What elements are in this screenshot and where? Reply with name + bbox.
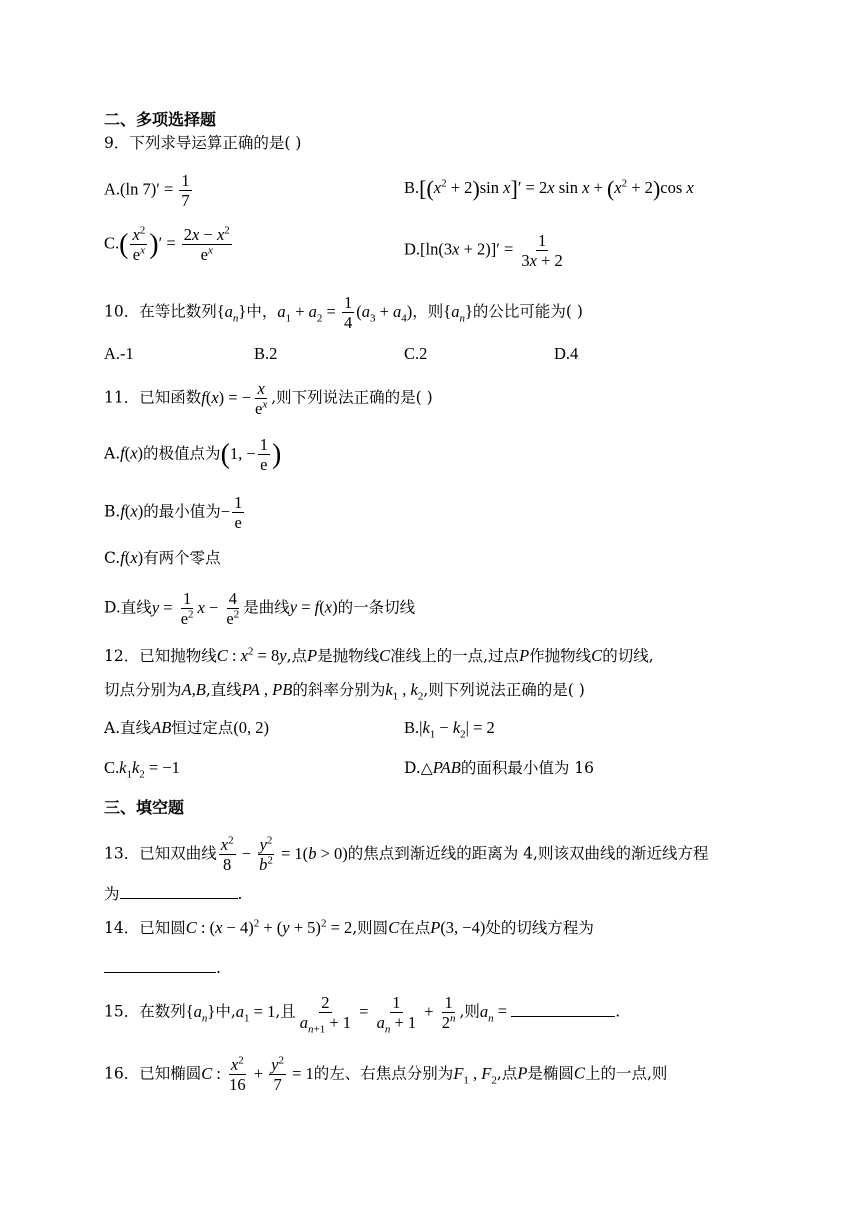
question-11-option-c: C.f(x)有两个零点 <box>104 548 221 567</box>
answer-blank-15[interactable] <box>511 1002 615 1017</box>
question-16-stem: 16．已知椭圆C : $\frac{x^2}{16}$ + $\frac{y^2}{7}$ = 1的左、右焦点分别为$F_1$ , $F_2$,点P是椭圆C上的一点,则 <box>104 1054 668 1095</box>
question-15-stem: 15．在数列$\{a_n\}$中$,a_1 = 1$,且 $\frac{2}{a_{n+1} + 1}$ = $\frac{1}{a_n + 1}$ + $\frac{1}{2^n}$ ,则$a_n$ = . <box>104 993 621 1036</box>
question-9-stem: 9．下列求导运算正确的是( ) <box>104 134 302 152</box>
question-10-option-d: D.4 <box>554 344 579 363</box>
question-12-option-d: D.△PAB的面积最小值为 16 <box>404 758 595 777</box>
question-9-option-b: $B.[(x^2 + 2)\sin$ x]′ = 2x $\sin x + (x^2 + 2)\cos$ x <box>404 176 694 201</box>
question-10-option-c: C.2 <box>404 344 428 363</box>
question-10-stem: 10．在等比数列$\{a_n\}$中，$a_1 + a_2$ = $\frac{1}{4}$ $(a_3 + a_4)$，则$\{a_n\}$的公比可能为( ) <box>104 293 583 333</box>
answer-blank-14[interactable] <box>104 958 216 973</box>
section-heading-multiple-choice: 二、多项选择题 <box>104 110 217 129</box>
section-heading-fill-in: 三、填空题 <box>104 798 185 817</box>
question-12-stem-line2: 切点分别为A,B,直线PA , PB的斜率分别为$k_1$ , $k_2$,则下列说法正确的是( ) <box>104 680 585 703</box>
question-11-stem: 11．已知函数f(x) = − $\frac{x}{e^x}$ ,则下列说法正确的是( ) <box>104 379 433 419</box>
question-12-option-a: A.直线AB恒过定点(0, 2) <box>104 718 270 737</box>
question-14-stem: 14．已知圆C : $(x - 4)^2 + (y + 5)^2 = 2$,则圆C在点P(3, −4)处的切线方程为 <box>104 917 594 937</box>
question-14-line2: . <box>104 958 221 977</box>
question-12-option-c: $C.k_1k_2 = -1$ <box>104 758 180 781</box>
question-13-stem: 13．已知双曲线 $\frac{x^2}{8}$ − $\frac{y^2}{b^2}$ = 1(b > 0)的焦点到渐近线的距离为 4,则该双曲线的渐近线方程 <box>104 834 709 875</box>
question-13-line2: 为 . <box>104 885 243 903</box>
question-12-stem-line1: 12．已知抛物线C : $x^2 = 8y$,点P是抛物线C准线上的一点,过点P作抛物线C的切线, <box>104 645 654 665</box>
question-10-option-b: B.2 <box>254 344 278 363</box>
question-11-option-b: B.f(x)的最小值为− $\frac{1}{e}$ <box>104 493 243 533</box>
question-10-option-a: A.-1 <box>104 344 134 363</box>
question-11-option-d: D.直线y = $\frac{1}{e^2}$ x − $\frac{4}{e^2}$ 是曲线y = f(x)的一条切线 <box>104 589 416 629</box>
answer-blank-13[interactable] <box>120 884 238 899</box>
question-12-option-b: $B.|k_1 - k_2| = 2$ <box>404 718 495 741</box>
question-9-option-c: C.( $\frac{x^2}{e^x}$ )′ = $\frac{2x - x^2}{e^x}$ <box>104 224 230 265</box>
question-9-option-d: D.[ln(3x + 2)]′ = $\frac{1}{3x + 2}$ <box>404 231 563 271</box>
question-11-option-a: A.f(x)的极值点为(1, − $\frac{1}{e}$ ) <box>104 435 282 475</box>
question-9-option-a: A.(ln 7)′ = $\frac{1}{7}$ <box>104 171 190 211</box>
